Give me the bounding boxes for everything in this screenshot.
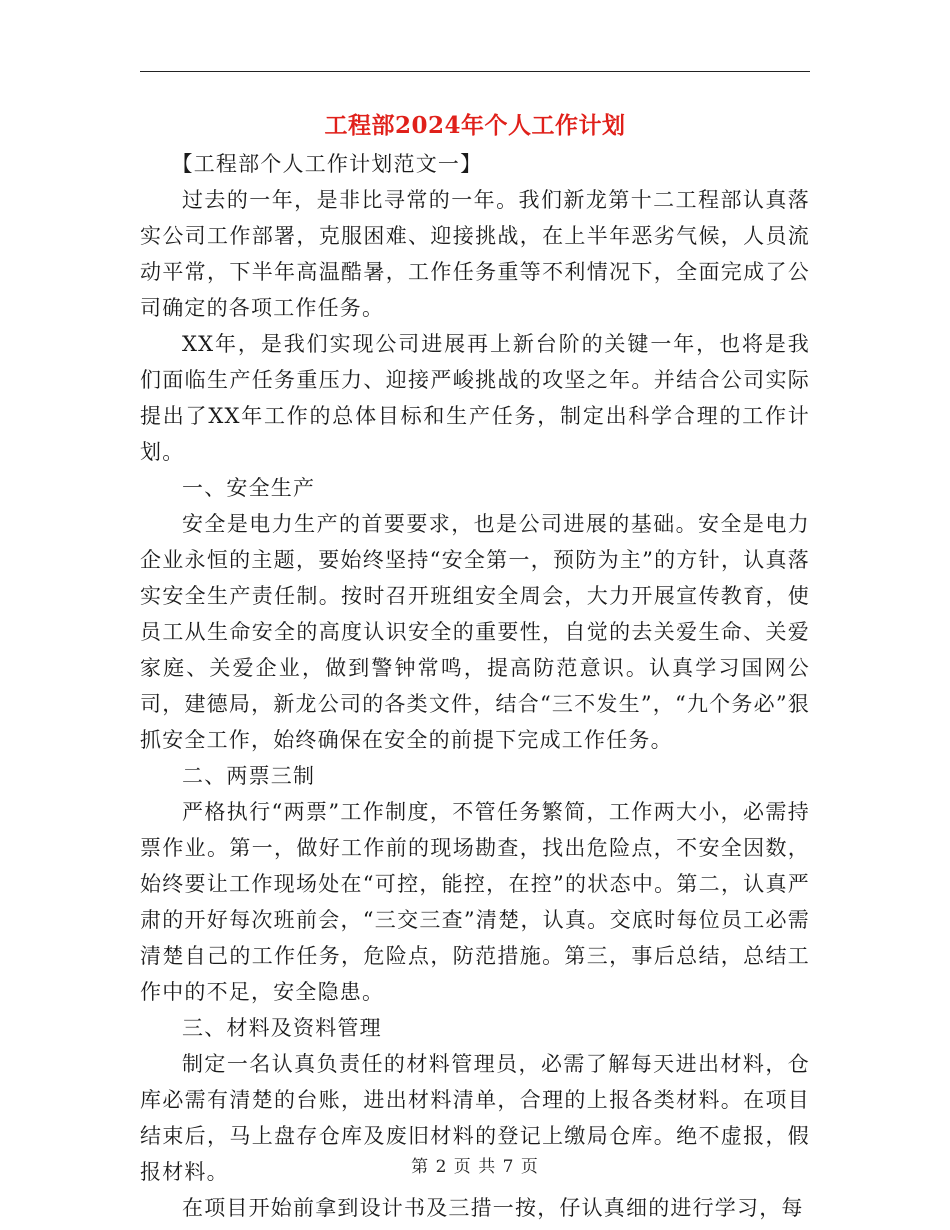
body-paragraph: 制定一名认真负责任的材料管理员，必需了解每天进出材料，仓库必需有清楚的台账，进出材料清单，合理的上报各类材料。在项目结束后，马上盘存仓库及废旧材料的登记上缴局仓库。绝不虚报，假报材料。 xyxy=(140,1052,810,1184)
section-bracket-heading: 【工程部个人工作计划范文一】 xyxy=(171,152,483,176)
footer-suffix: 页 xyxy=(520,1157,539,1177)
body-paragraph: 严格执行“两票”工作制度，不管任务繁简，工作两大小，必需持票作业。第一，做好工作前的现场勘查，找出危险点，不安全因数，始终要让工作现场处在“可控，能控，在控”的状态中。第二，认真严肃的开好每次班前会，“三交三查”清楚，认真。交底时每位员工必需清楚自己的工作任务，危险点，防范措施。第三，事后总结，总结工作中的不足，安全隐患。 xyxy=(140,800,810,1004)
body-paragraph: 过去的一年，是非比寻常的一年。我们新龙第十二工程部认真落实公司工作部署，克服困难、迎接挑战，在上半年恶劣气候，人员流动平常，下半年高温酷暑，工作任务重等不利情况下，全面完成了公司确定的各项工作任务。 xyxy=(140,188,810,320)
body-paragraph: 在项目开始前拿到设计书及三措一按，仔认真细的进行学习，每 xyxy=(182,1196,804,1220)
body-paragraph: 安全是电力生产的首要要求，也是公司进展的基础。安全是电力企业永恒的主题，要始终坚持“安全第一，预防为主”的方针，认真落实安全生产责任制。按时召开班组安全周会，大力开展宣传教育，使员工从生命安全的高度认识安全的重要性，自觉的去关爱生命、关爱家庭、关爱企业，做到警钟常鸣，提高防范意识。认真学习国网公司，建德局，新龙公司的各类文件，结合“三不发生”，“九个务必”狠抓安全工作，始终确保在安全的前提下完成工作任务。 xyxy=(140,512,810,752)
footer-middle: 页 共 xyxy=(453,1157,497,1177)
footer-page-number: 2 xyxy=(435,1157,448,1177)
header-rule xyxy=(140,71,810,72)
footer-prefix: 第 xyxy=(411,1157,430,1177)
document-body xyxy=(140,146,810,1226)
section-heading-tickets: 二、两票三制 xyxy=(182,764,316,788)
footer-total-pages: 7 xyxy=(502,1157,515,1177)
section-heading-materials: 三、材料及资料管理 xyxy=(182,1016,382,1040)
page-footer xyxy=(0,1152,950,1177)
section-heading-safety: 一、安全生产 xyxy=(182,476,316,500)
document-title: 工程部2024年个人工作计划 xyxy=(324,112,626,139)
body-paragraph: XX年，是我们实现公司进展再上新台阶的关键一年，也将是我们面临生产任务重压力、迎接严峻挑战的攻坚之年。并结合公司实际提出了XX年工作的总体目标和生产任务，制定出科学合理的工作计划。 xyxy=(140,332,810,464)
